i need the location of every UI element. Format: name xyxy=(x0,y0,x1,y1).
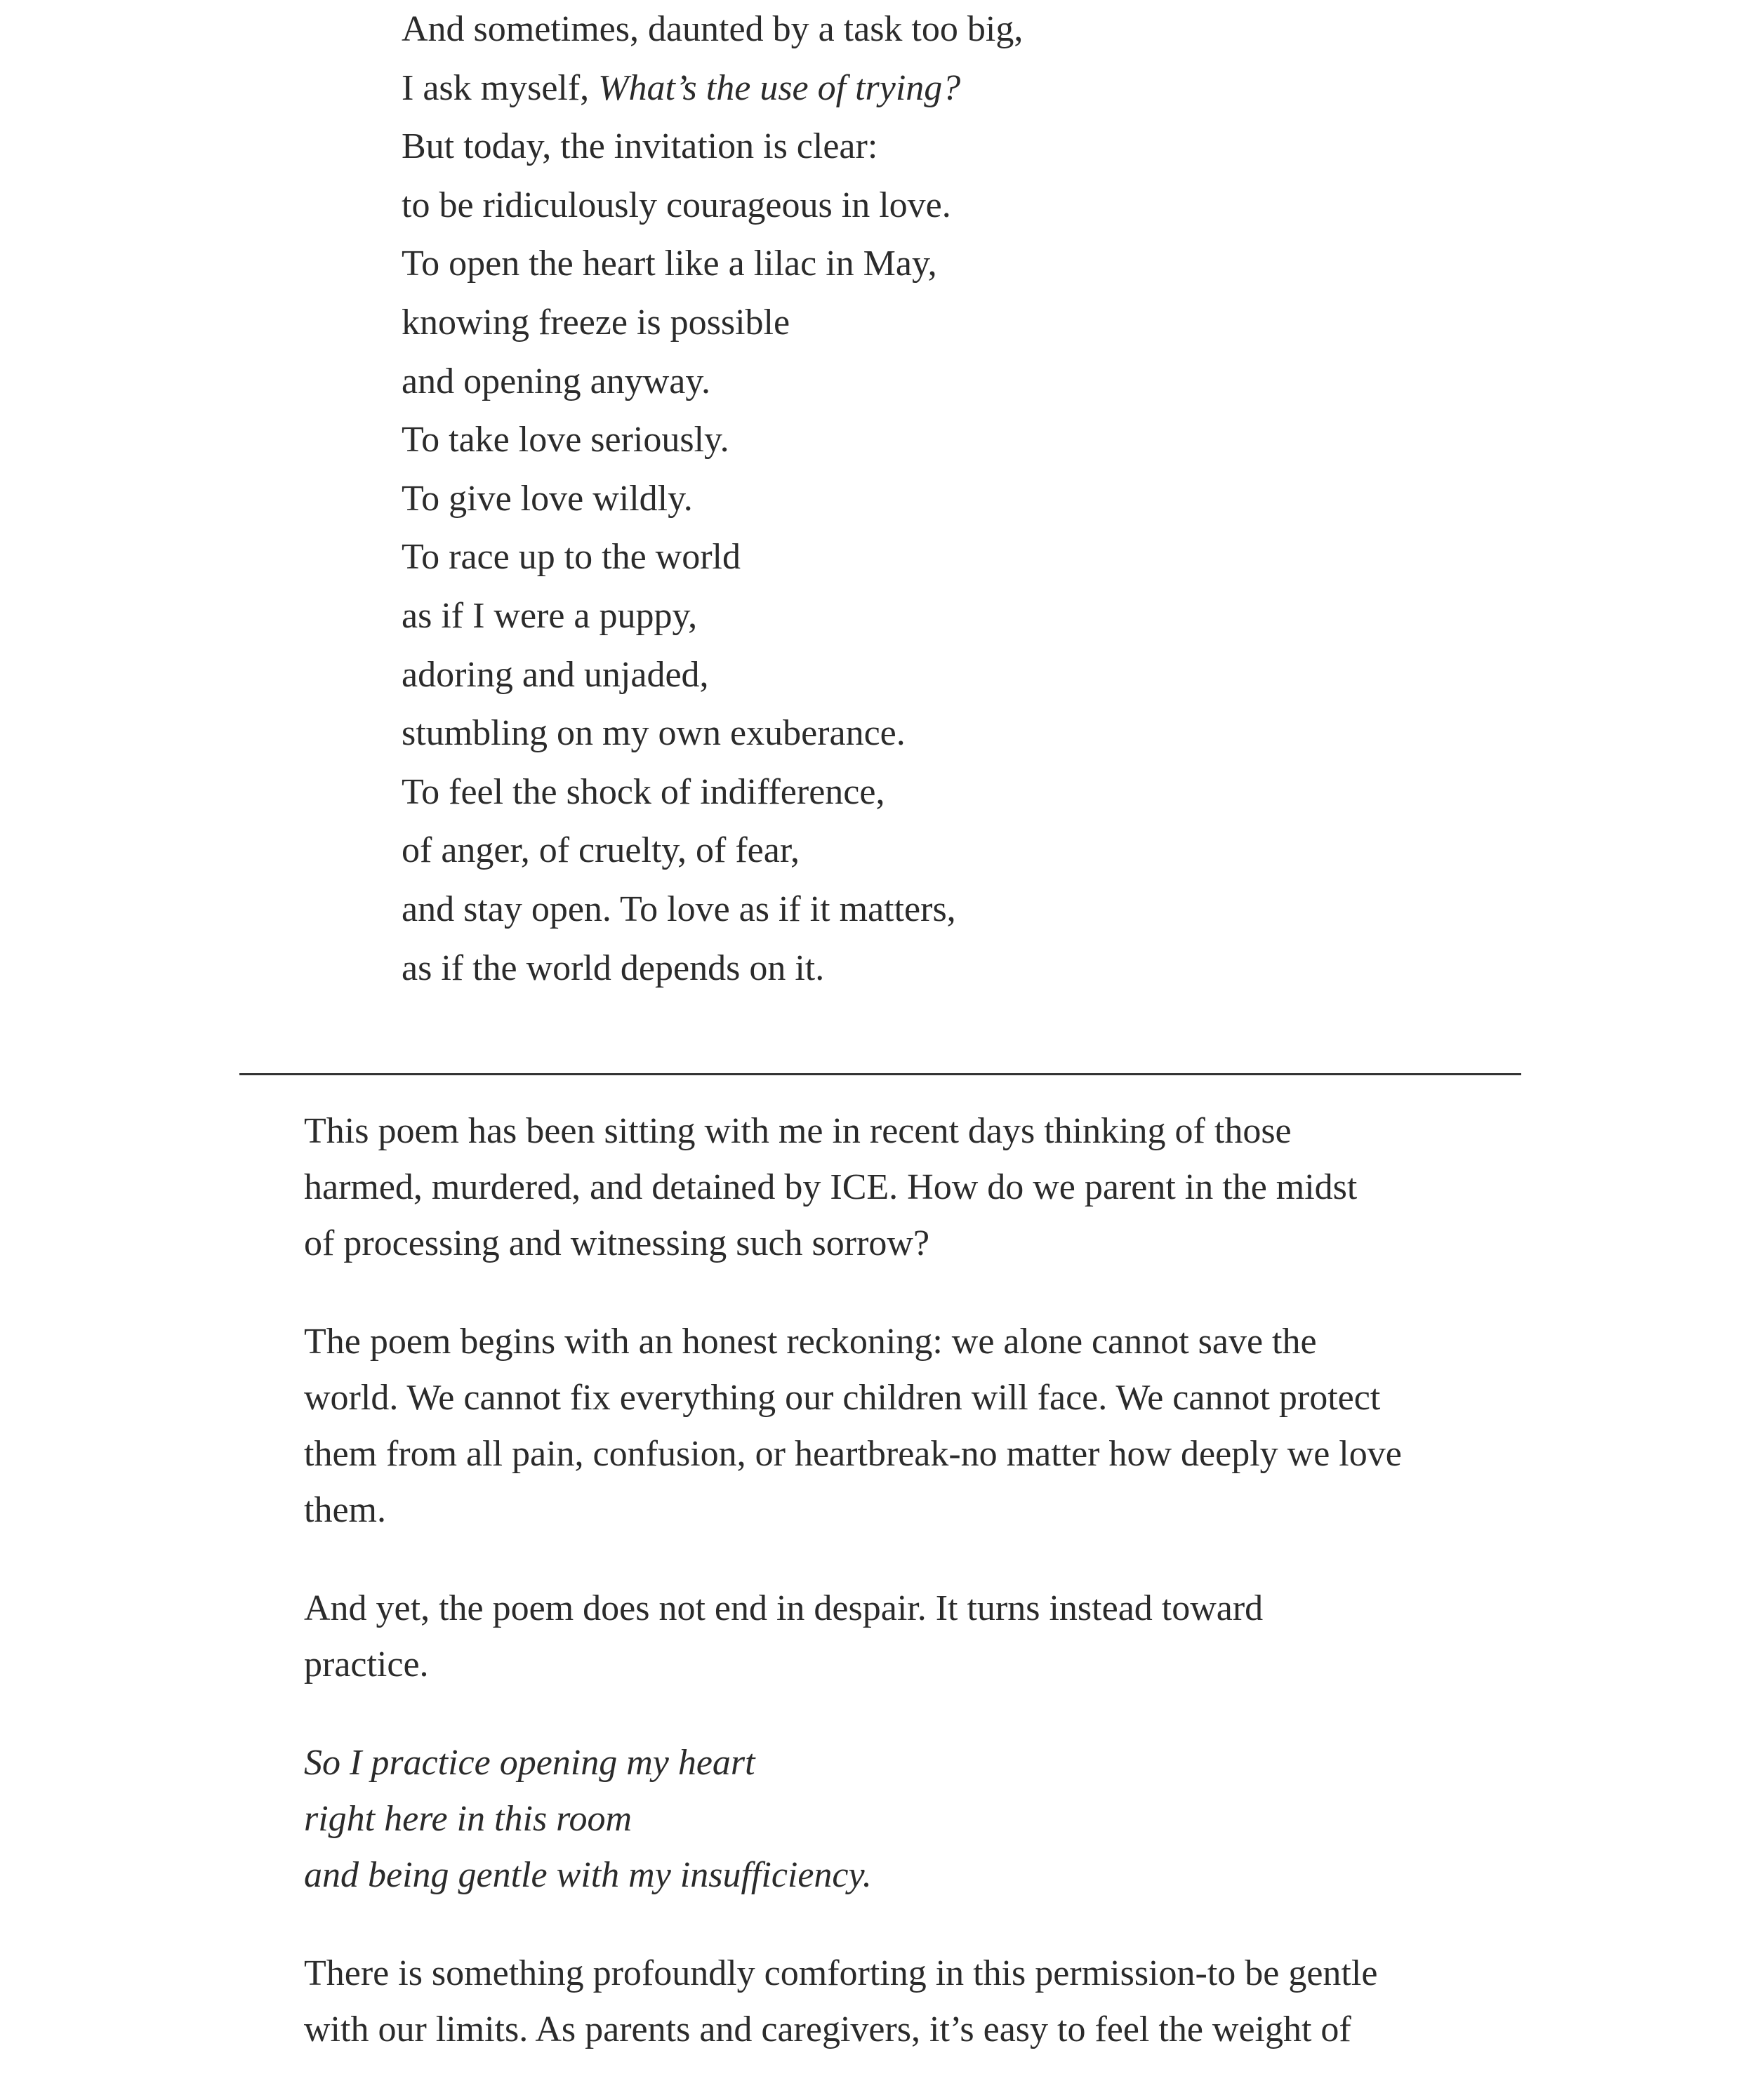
paragraph-2 xyxy=(304,1314,1469,1539)
poem-line: And sometimes, daunted by a task too big, xyxy=(402,9,1024,49)
paragraph-3 xyxy=(304,1581,1469,1693)
paragraph-1 xyxy=(304,1103,1469,1272)
paragraph-line: The poem begins with an honest reckoning: we alone cannot save the xyxy=(304,1322,1317,1362)
quoted-excerpt xyxy=(304,1735,1469,1903)
poem-line: as if the world depends on it. xyxy=(402,948,825,988)
poem-line: To feel the shock of indifference, xyxy=(402,771,885,812)
poem-block xyxy=(402,0,1384,997)
poem-line: to be ridiculously courageous in love. xyxy=(402,185,951,225)
paragraph-line: harmed, murdered, and detained by ICE. How do we parent in the midst xyxy=(304,1167,1358,1207)
quote-line: and being gentle with my insufficiency. xyxy=(304,1855,872,1895)
poem-line: of anger, of cruelty, of fear, xyxy=(402,830,800,871)
poem-line: To take love seriously. xyxy=(402,420,729,460)
poem-line: adoring and unjaded, xyxy=(402,654,709,695)
paragraph-line: There is something profoundly comforting in this permission-to be gentle xyxy=(304,1953,1378,1993)
paragraph-line: with our limits. As parents and caregivers, it’s easy to feel the weight of xyxy=(304,2009,1351,2049)
section-divider xyxy=(239,1073,1521,1075)
paragraph-line: And yet, the poem does not end in despair. It turns instead toward xyxy=(304,1588,1264,1628)
essay-body xyxy=(304,1103,1469,2100)
poem-line: To open the heart like a lilac in May, xyxy=(402,244,937,284)
poem-line: But today, the invitation is clear: xyxy=(402,126,878,167)
poem-line-text: I ask myself, xyxy=(402,67,599,108)
paragraph-line: This poem has been sitting with me in recent days thinking of those xyxy=(304,1111,1292,1151)
poem-line: as if I were a puppy, xyxy=(402,595,698,636)
paragraph-line: them from all pain, confusion, or heartbreak-no matter how deeply we love xyxy=(304,1434,1402,1474)
poem-line: knowing freeze is possible xyxy=(402,302,790,343)
quote-line: right here in this room xyxy=(304,1799,633,1839)
poem-line: and opening anyway. xyxy=(402,361,710,401)
paragraph-line: practice. xyxy=(304,1644,429,1684)
quote-line: So I practice opening my heart xyxy=(304,1743,755,1783)
paragraph-line: them. xyxy=(304,1490,386,1530)
poem-line: stumbling on my own exuberance. xyxy=(402,713,906,754)
paragraph-line: of processing and witnessing such sorrow? xyxy=(304,1223,930,1263)
poem-italic-phrase: What’s the use of trying? xyxy=(598,67,961,108)
paragraph-4 xyxy=(304,1946,1469,2058)
poem-line: and stay open. To love as if it matters, xyxy=(402,889,956,929)
paragraph-line: world. We cannot fix everything our children will face. We cannot protect xyxy=(304,1378,1381,1418)
poem-line: To give love wildly. xyxy=(402,478,693,519)
poem-line: To race up to the world xyxy=(402,537,741,578)
poem-line xyxy=(402,59,1384,118)
